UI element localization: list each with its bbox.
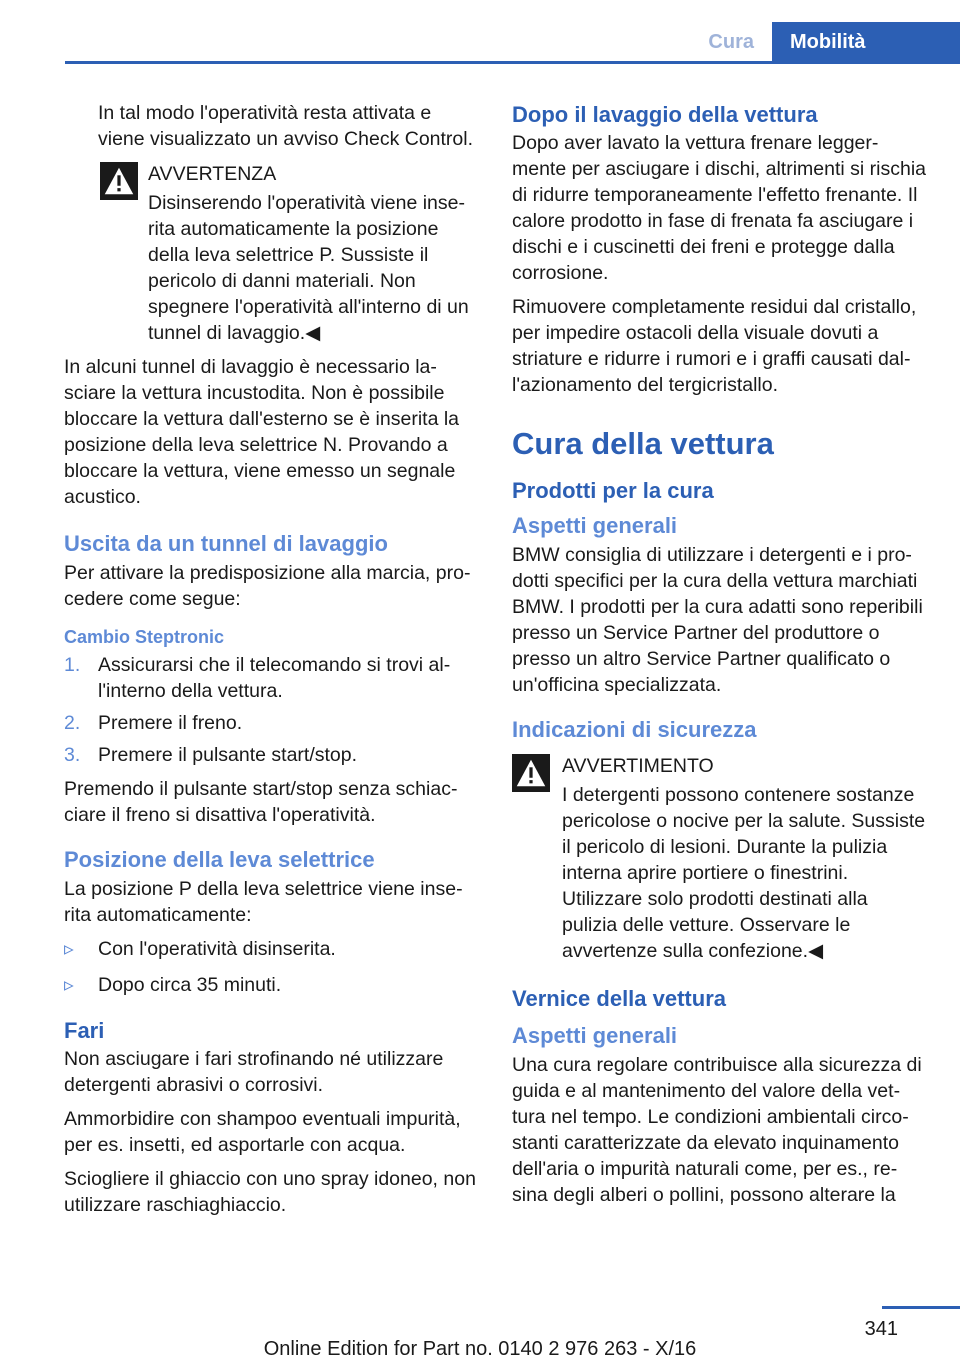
page-number: 341 [864, 1318, 898, 1340]
subsection-heading: Indicazioni di sicurezza [512, 717, 757, 742]
left-column [64, 100, 478, 1226]
step-number: 2. [64, 712, 81, 734]
section-heading: Vernice della vettura [512, 986, 726, 1011]
subsection-heading: Aspetti generali [512, 1023, 678, 1048]
warning-triangle-icon [512, 754, 550, 792]
bullet-text: Dopo circa 35 minuti. [98, 974, 282, 996]
paragraph: La posizione P della leva selettrice viene inserita automaticamente: [64, 878, 463, 926]
right-column [512, 100, 926, 1216]
paragraph: Una cura regolare contribuisce alla sicurezza di guida e al mantenimento del valore della vettura nel tempo. Le condizioni ambientali circostanti caratterizzate da elevato inquinamento dell'aria o impurità naturali come, per es., resina degli alberi o pollini, possono alterare la [512, 1054, 922, 1206]
list-item [64, 972, 478, 998]
warning-text: Disinserendo l'operatività viene inserita automaticamente la posizione della leva selettrice P. Sussiste il pericolo di danni materiali. Non spegnere l'operatività all'interno di un tunnel di lavaggio.◀ [148, 192, 469, 344]
paragraph: Rimuovere completamente residui dal cristallo, per impedire ostacoli della visuale dovuti a striature e ridurre i rumori e i graffi causati dall'azionamento del tergicristallo. [512, 296, 917, 396]
step-text: Premere il freno. [98, 712, 243, 734]
step-text: Premere il pulsante start/stop. [98, 744, 358, 766]
tab-cura[interactable]: Cura [690, 22, 772, 61]
section-heading: Uscita da un tunnel di lavaggio [64, 531, 388, 556]
warning-triangle-icon [100, 162, 138, 200]
list-item [64, 710, 478, 736]
paragraph: Non asciugare i fari strofinando né utilizzare detergenti abrasivi o corrosivi. [64, 1048, 444, 1096]
section-heading: Fari [64, 1018, 105, 1043]
bullet-icon: ▹ [64, 974, 74, 996]
list-item [64, 742, 478, 768]
bullet-text: Con l'operatività disinserita. [98, 938, 336, 960]
list-item [64, 936, 478, 962]
section-heading: Prodotti per la cura [512, 478, 714, 503]
paragraph: Per attivare la predisposizione alla marcia, procedere come segue: [64, 562, 471, 610]
steps-list [64, 652, 478, 768]
paragraph: In tal modo l'operatività resta attivata e viene visualizzato un avviso Check Control. [98, 102, 474, 150]
tab-mobilita[interactable]: Mobilità [772, 22, 960, 61]
paragraph: In alcuni tunnel di lavaggio è necessario lasciare la vettura incustodita. Non è possibile bloccare la vettura dall'esterno se è inserita la posizione della leva selettrice N. Provando a bloccare la vettura, viene emesso un segnale acustico. [64, 356, 460, 508]
header-tabs [690, 22, 960, 61]
chapter-title: Cura della vettura [512, 426, 774, 461]
bullet-icon: ▹ [64, 938, 74, 960]
list-item [64, 652, 478, 704]
subsection-heading: Cambio Steptronic [64, 627, 225, 647]
header-rule [65, 61, 960, 64]
section-heading: Dopo il lavaggio della vettura [512, 102, 818, 127]
warning-box [512, 752, 926, 964]
paragraph: Dopo aver lavato la vettura frenare leggermente per asciugare i dischi, altrimenti si rischia di ridurre temporaneamente l'effetto frenante. Il calore prodotto in fase di frenata fa asciugare i dischi e i cuscinetti dei freni e protegge dalla corrosione. [512, 132, 926, 284]
subsection-heading: Aspetti generali [512, 513, 678, 538]
section-heading: Posizione della leva selettrice [64, 847, 375, 872]
footer-rule [882, 1306, 960, 1309]
paragraph: Premendo il pulsante start/stop senza schiacciare il freno si disattiva l'operatività. [64, 778, 458, 826]
paragraph: Ammorbidire con shampoo eventuali impurità, per es. insetti, ed asportarle con acqua. [64, 1108, 461, 1156]
step-text: Assicurarsi che il telecomando si trovi all'interno della vettura. [98, 654, 451, 702]
paragraph: BMW consiglia di utilizzare i detergenti e i prodotti specifici per la cura della vettura marchiati BMW. I prodotti per la cura adatti sono reperibili presso un Service Partner del produttore o presso un altro Service Partner qualificato o un'officina specializzata. [512, 544, 923, 696]
warning-box [64, 160, 478, 346]
step-number: 3. [64, 744, 81, 766]
warning-text: I detergenti possono contenere sostanze pericolose o nocive per la salute. Sussiste il pericolo di lesioni. Durante la pulizia interna aprire portiere o finestrini. Utilizzare solo prodotti destinati alla pulizia delle vetture. Osservare le avvertenze sulla confezione.◀ [562, 784, 926, 962]
warning-title: AVVERTENZA [148, 163, 277, 185]
bullet-list [64, 936, 478, 998]
step-number: 1. [64, 654, 81, 676]
warning-title: AVVERTIMENTO [562, 755, 714, 777]
edition-footer: Online Edition for Part no. 0140 2 976 263 - X/16 [263, 1338, 697, 1360]
paragraph: Sciogliere il ghiaccio con uno spray idoneo, non utilizzare raschiaghiaccio. [64, 1168, 476, 1216]
